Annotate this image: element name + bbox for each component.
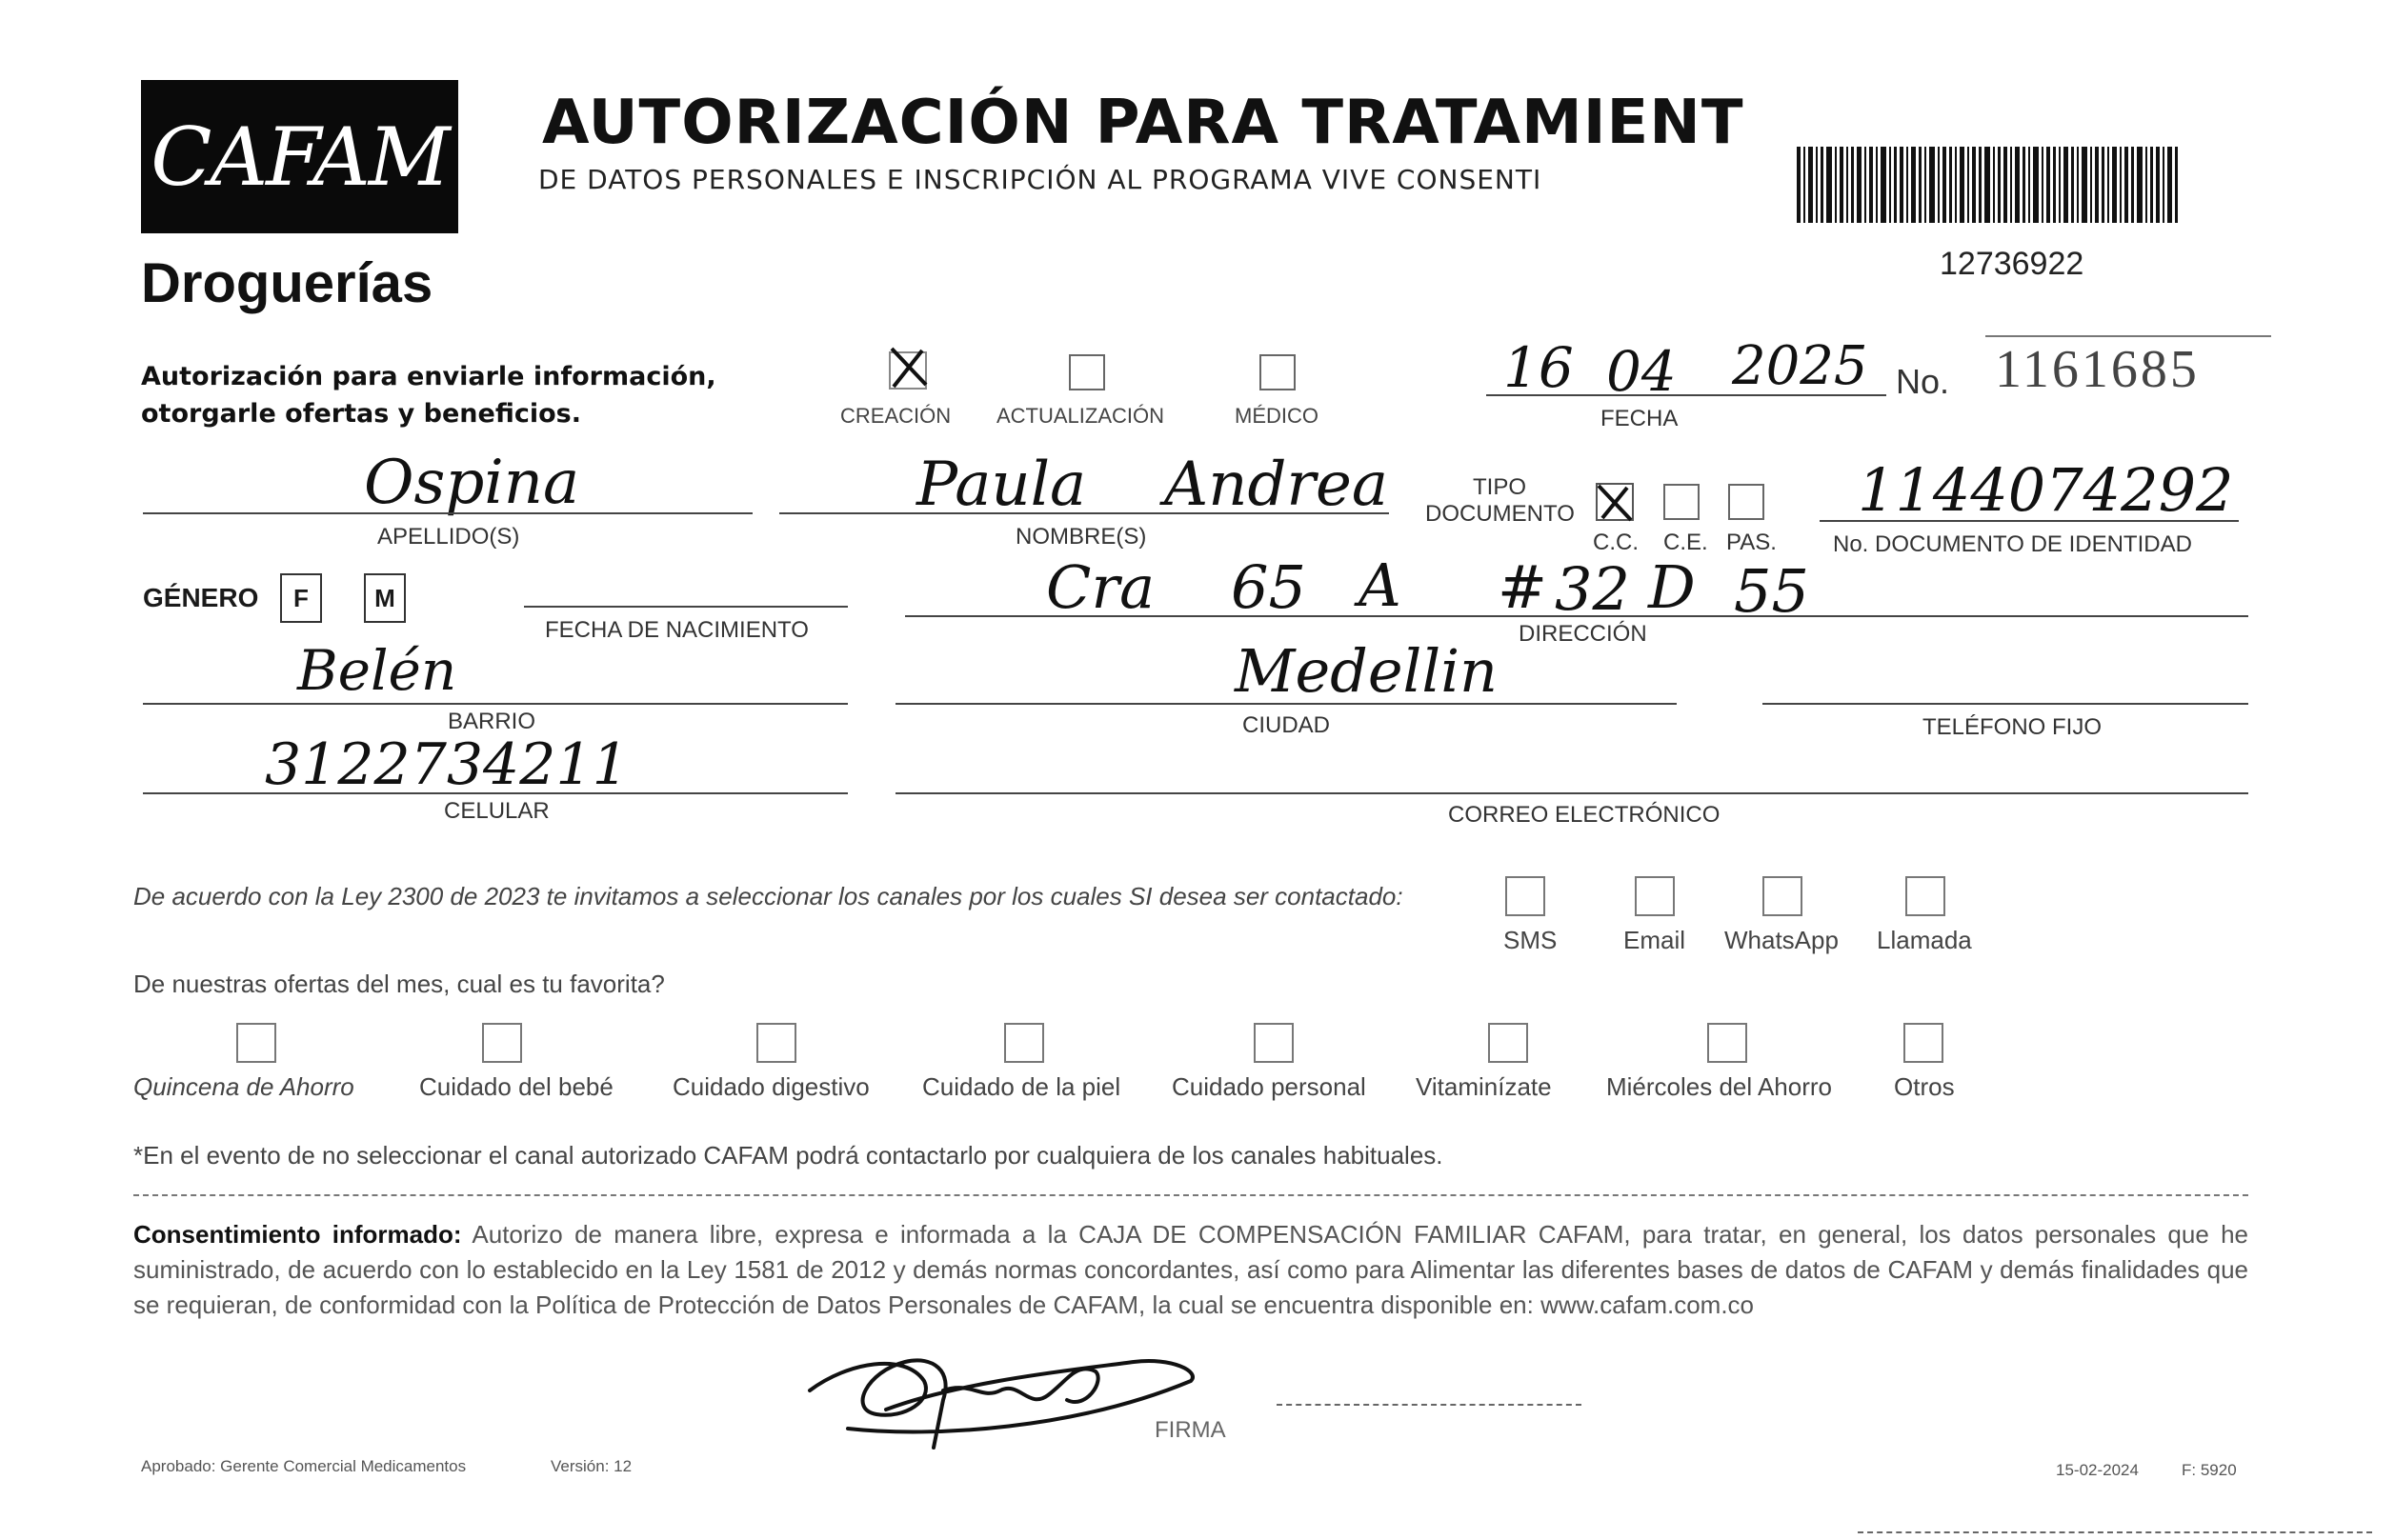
check-mark-icon <box>1593 480 1637 524</box>
tipo-doc-label-2: DOCUMENTO <box>1425 501 1575 527</box>
intro-line-1: Autorización para enviarle información, <box>141 362 716 391</box>
offer-checkbox-bebe[interactable] <box>482 1023 522 1063</box>
signature-line <box>1277 1404 1581 1406</box>
telefono-line <box>1762 703 2248 705</box>
consent-text: Autorizo de manera libre, expresa e informada a la CAJA DE COMPENSACIÓN FAMILIAR CAFAM, para tratar, en general, los datos personales que he suministrado, de acuerdo con lo establecido en la Ley 1581 de 2012 y demás normas concordantes, así como para Alimentar las diferentes bases de datos de CAFAM y demás finalidades que se requieran, de conformidad con la Política de Protección de Datos Personales de CAFAM, la cual se encuentra disponible en: www.cafam.com.co <box>133 1220 2248 1319</box>
genero-m-box[interactable] <box>364 573 406 623</box>
ciudad-value[interactable]: Medellin <box>1235 636 1498 706</box>
ce-label: C.E. <box>1663 530 1708 555</box>
offer-checkbox-personal[interactable] <box>1254 1023 1294 1063</box>
direccion-line <box>905 615 2248 617</box>
form-number-prefix: No. <box>1896 362 1950 401</box>
footer-version: Versión: 12 <box>551 1457 633 1475</box>
llamada-checkbox[interactable] <box>1905 876 1945 916</box>
documento-label: No. DOCUMENTO DE IDENTIDAD <box>1833 531 2192 557</box>
ciudad-line <box>896 703 1677 705</box>
creacion-checkbox[interactable] <box>890 352 926 389</box>
barcode-number: 12736922 <box>1940 246 2084 282</box>
sms-checkbox[interactable] <box>1505 876 1545 916</box>
llamada-label: Llamada <box>1877 926 1972 954</box>
ciudad-label: CIUDAD <box>1242 712 1331 738</box>
genero-m-label: M <box>374 583 395 612</box>
documento-line <box>1820 520 2239 522</box>
creacion-label: CREACIÓN <box>840 404 952 428</box>
ce-checkbox[interactable] <box>1663 484 1700 520</box>
intro-line-2: otorgarle ofertas y beneficios. <box>141 399 581 429</box>
logo-text: CAFAM <box>151 110 449 204</box>
form-number: 1161685 <box>1995 340 2200 399</box>
correo-label: CORREO ELECTRÓNICO <box>1448 802 1721 828</box>
notice-text: *En el evento de no seleccionar el canal autorizado CAFAM podrá contactarlo por cualquiera de los canales habituales. <box>133 1141 1443 1170</box>
celular-value[interactable]: 3122734211 <box>265 731 629 798</box>
offer-checkbox-quincena[interactable] <box>236 1023 276 1063</box>
email-label: Email <box>1623 926 1686 954</box>
date-label: FECHA <box>1600 406 1679 431</box>
apellidos-value[interactable]: Ospina <box>364 448 580 518</box>
genero-f-box[interactable] <box>280 573 322 623</box>
consent-title: Consentimiento informado: <box>133 1220 462 1249</box>
direccion-part-4[interactable]: # <box>1498 552 1547 622</box>
sms-label: SMS <box>1503 926 1558 954</box>
celular-label: CELULAR <box>444 798 550 824</box>
nombres-label: NOMBRE(S) <box>1016 524 1147 550</box>
consent-paragraph <box>133 1217 2248 1323</box>
signature-icon <box>791 1324 1210 1467</box>
brand-subtitle: Droguerías <box>141 252 433 314</box>
footer-approved: Aprobado: Gerente Comercial Medicamentos <box>141 1457 467 1475</box>
tipo-doc-label-1: TIPO <box>1473 474 1527 500</box>
direccion-part-5[interactable]: 32 <box>1555 554 1630 624</box>
footer-code: F: 5920 <box>2182 1461 2237 1479</box>
actualizacion-checkbox[interactable] <box>1069 354 1105 390</box>
offer-checkbox-piel[interactable] <box>1004 1023 1044 1063</box>
form-number-line <box>1985 335 2271 337</box>
date-year[interactable]: 2025 <box>1732 335 1868 397</box>
offer-checkbox-vitaminizate[interactable] <box>1488 1023 1528 1063</box>
direccion-part-3[interactable]: A <box>1359 550 1401 620</box>
offer-label-otros: Otros <box>1894 1072 1955 1101</box>
check-mark-icon <box>884 345 932 390</box>
correo-line <box>896 792 2248 794</box>
signature-label: FIRMA <box>1155 1417 1226 1443</box>
direccion-part-7[interactable]: 55 <box>1734 556 1809 626</box>
apellidos-line <box>143 512 753 514</box>
date-month[interactable]: 04 <box>1606 339 1677 404</box>
fecha-nac-line <box>524 606 848 608</box>
offer-label-piel: Cuidado de la piel <box>922 1072 1121 1101</box>
nombre-value-1[interactable]: Paula <box>916 450 1087 520</box>
nombres-line <box>779 512 1389 514</box>
whatsapp-checkbox[interactable] <box>1762 876 1802 916</box>
cafam-logo <box>141 80 458 233</box>
offer-checkbox-miercoles[interactable] <box>1707 1023 1747 1063</box>
pas-label: PAS. <box>1726 530 1777 555</box>
intro-text <box>141 358 716 432</box>
direccion-part-6[interactable]: D <box>1648 552 1696 622</box>
channels-prompt: De acuerdo con la Ley 2300 de 2023 te invitamos a seleccionar los canales por los cuales SI desea ser contactado: <box>133 882 1403 910</box>
offer-checkbox-otros[interactable] <box>1903 1023 1943 1063</box>
celular-line <box>143 792 848 794</box>
actualizacion-label: ACTUALIZACIÓN <box>996 404 1165 428</box>
medico-checkbox[interactable] <box>1259 354 1296 390</box>
barrio-value[interactable]: Belén <box>297 638 457 703</box>
offers-prompt: De nuestras ofertas del mes, cual es tu favorita? <box>133 970 665 998</box>
divider-line <box>133 1194 2248 1196</box>
form-title: AUTORIZACIÓN PARA TRATAMIENT <box>542 88 1744 158</box>
whatsapp-label: WhatsApp <box>1724 926 1839 954</box>
offer-checkbox-digestivo[interactable] <box>756 1023 796 1063</box>
pas-checkbox[interactable] <box>1728 484 1764 520</box>
medico-label: MÉDICO <box>1235 404 1318 428</box>
direccion-label: DIRECCIÓN <box>1519 621 1647 647</box>
date-day[interactable]: 16 <box>1503 335 1574 400</box>
barrio-line <box>143 703 848 705</box>
email-checkbox[interactable] <box>1635 876 1675 916</box>
cc-checkbox[interactable] <box>1597 484 1633 520</box>
date-line <box>1486 394 1886 396</box>
barcode <box>1797 147 2182 223</box>
telefono-label: TELÉFONO FIJO <box>1922 714 2103 740</box>
genero-label: GÉNERO <box>143 583 259 612</box>
offer-label-personal: Cuidado personal <box>1172 1072 1366 1101</box>
apellidos-label: APELLIDO(S) <box>377 524 520 550</box>
direccion-part-1[interactable]: Cra <box>1046 552 1156 622</box>
offer-label-bebe: Cuidado del bebé <box>419 1072 614 1101</box>
footer-date: 15-02-2024 <box>2056 1461 2139 1479</box>
direccion-part-2[interactable]: 65 <box>1231 552 1306 622</box>
cc-label: C.C. <box>1593 530 1639 555</box>
offer-label-miercoles: Miércoles del Ahorro <box>1606 1072 1832 1101</box>
fecha-nac-label: FECHA DE NACIMIENTO <box>545 617 809 643</box>
form-subtitle: DE DATOS PERSONALES E INSCRIPCIÓN AL PROGRAMA VIVE CONSENTI <box>538 164 1542 195</box>
offer-label-digestivo: Cuidado digestivo <box>673 1072 870 1101</box>
offer-label-quincena: Quincena de Ahorro <box>133 1072 354 1101</box>
bottom-edge-line <box>1858 1531 2372 1533</box>
genero-f-label: F <box>293 583 309 612</box>
nombre-value-2[interactable]: Andrea <box>1164 450 1389 520</box>
documento-value[interactable]: 1144074292 <box>1858 455 2234 525</box>
barrio-label: BARRIO <box>448 709 536 734</box>
offer-label-vitaminizate: Vitaminízate <box>1416 1072 1552 1101</box>
